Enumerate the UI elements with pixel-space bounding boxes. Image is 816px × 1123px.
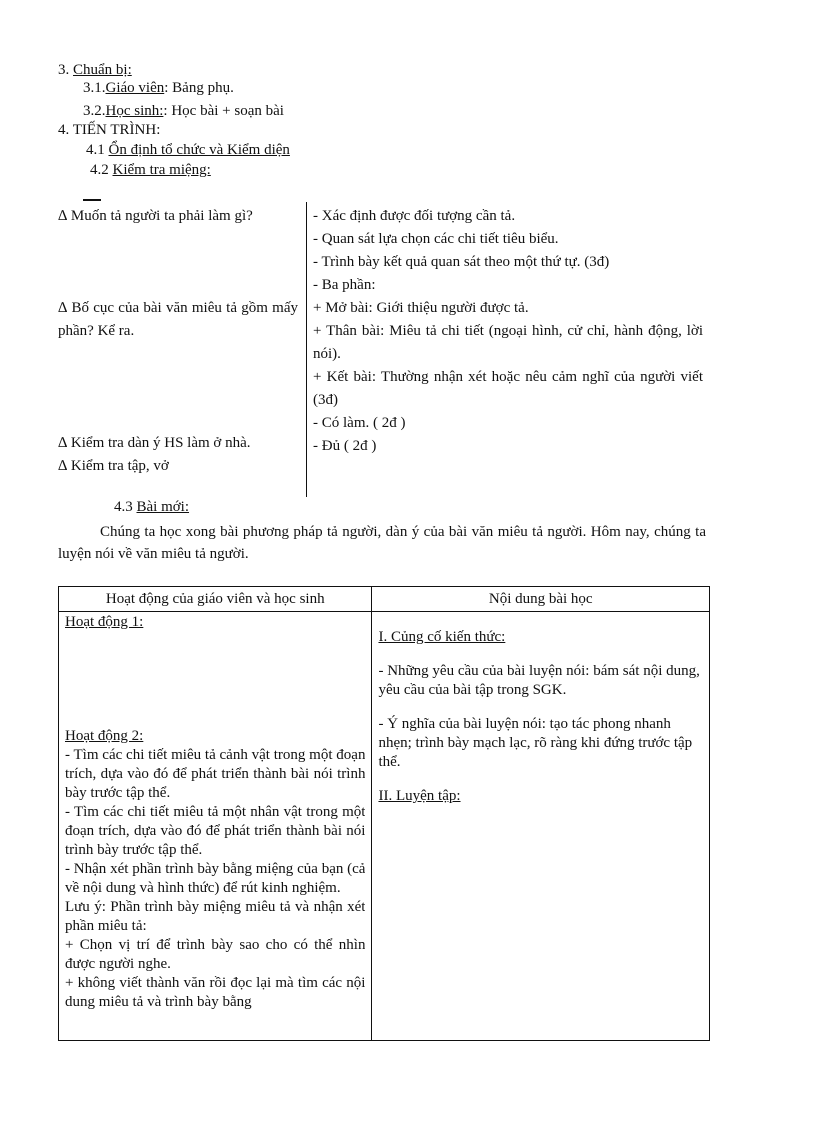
activities-cell [59, 612, 372, 1041]
answer-item: - Trình bày kết quả quan sát theo một thứ tự. (3đ) [313, 254, 610, 270]
table-row [59, 612, 710, 1041]
content-heading-2: II. Luyện tập: [378, 788, 461, 804]
answer-item: + Thân bài: Miêu tả chi tiết (ngoại hình, cử chỉ, hành động, lời nói). [313, 323, 703, 362]
section-4-1: 4.1 Ổn định tổ chức và Kiểm diện [86, 142, 290, 158]
activity-item: + không viết thành văn rồi đọc lại mà tìm các nội dung miêu tả và trình bày bằng [65, 975, 366, 1010]
answer-item: - Quan sát lựa chọn các chi tiết tiêu biểu. [313, 231, 559, 247]
answer-item: - Có làm. ( 2đ ) [313, 415, 406, 431]
activity-item: - Tìm các chi tiết miêu tả cảnh vật trong một đoạn trích, dựa vào đó để phát triển thành bài nói trình bày trước tập thể. [65, 747, 366, 801]
activity-item: + Chọn vị trí để trình bày sao cho có thể nhìn được người nghe. [65, 937, 366, 972]
question-4: ∆ Kiểm tra tập, vở [58, 458, 169, 474]
new-lesson-intro: Chúng ta học xong bài phương pháp tả người, dàn ý của bài văn miêu tả người. Hôm nay, chúng ta luyện nói về văn miêu tả người. [58, 524, 706, 562]
question-2: ∆ Bố cục của bài văn miêu tả gồm mấy phần? Kể ra. [58, 300, 298, 339]
content-item: - Ý nghĩa của bài luyện nói: tạo tác phong nhanh nhẹn; trình bày mạch lạc, rõ ràng khi đứng trước tập thể. [378, 716, 693, 770]
table-header-row [59, 587, 710, 612]
activity-2-label: Hoạt động 2: [65, 728, 144, 744]
content-heading-1: I. Củng cố kiến thức: [378, 629, 506, 645]
answers-list [313, 205, 703, 458]
answer-item: - Xác định được đối tượng cần tả. [313, 208, 516, 224]
activity-item: - Nhận xét phần trình bày bằng miệng của bạn (cả về nội dung và hình thức) để rút kinh nghiệm. [65, 861, 366, 896]
preparation-heading: 3. Chuẩn bị: [58, 62, 132, 78]
activity-item: Lưu ý: Phần trình bày miệng miêu tả và nhận xét phần miêu tả: [65, 899, 366, 934]
question-3: ∆ Kiểm tra dàn ý HS làm ở nhà. [58, 435, 251, 451]
teacher-line: 3.1.Giáo viên: Bảng phụ. [83, 80, 234, 96]
answer-item: + Mở bài: Giới thiệu người được tả. [313, 300, 529, 316]
answer-item: - Ba phần: [313, 277, 376, 293]
divider-line [306, 202, 307, 497]
question-1: ∆ Muốn tả người ta phải làm gì? [58, 208, 253, 224]
new-lesson-heading: 4.3 Bài mới: [114, 499, 190, 515]
section-4-2: 4.2 Kiểm tra miệng: [90, 162, 211, 178]
content-item: - Những yêu cầu của bài luyện nói: bám sát nội dung, yêu cầu của bài tập trong SGK. [378, 663, 700, 698]
table-header-left: Hoạt động của giáo viên và học sinh [59, 587, 372, 612]
table-header-right: Nội dung bài học [372, 587, 710, 612]
student-line: 3.2.Học sinh:: Học bài + soạn bài [83, 103, 284, 119]
process-heading: 4. TIẾN TRÌNH: [58, 122, 161, 138]
answer-item: - Đủ ( 2đ ) [313, 438, 377, 454]
dash-mark [83, 199, 101, 201]
lesson-table [58, 586, 710, 1041]
content-cell [372, 612, 710, 1041]
answer-item: + Kết bài: Thường nhận xét hoặc nêu cảm nghĩ của người viết (3đ) [313, 369, 703, 408]
activity-1-label: Hoạt động 1: [65, 614, 144, 630]
activity-item: - Tìm các chi tiết miêu tả một nhân vật trong một đoạn trích, dựa vào đó để phát triển thành bài nói trình bày trước tập thể. [65, 804, 366, 858]
